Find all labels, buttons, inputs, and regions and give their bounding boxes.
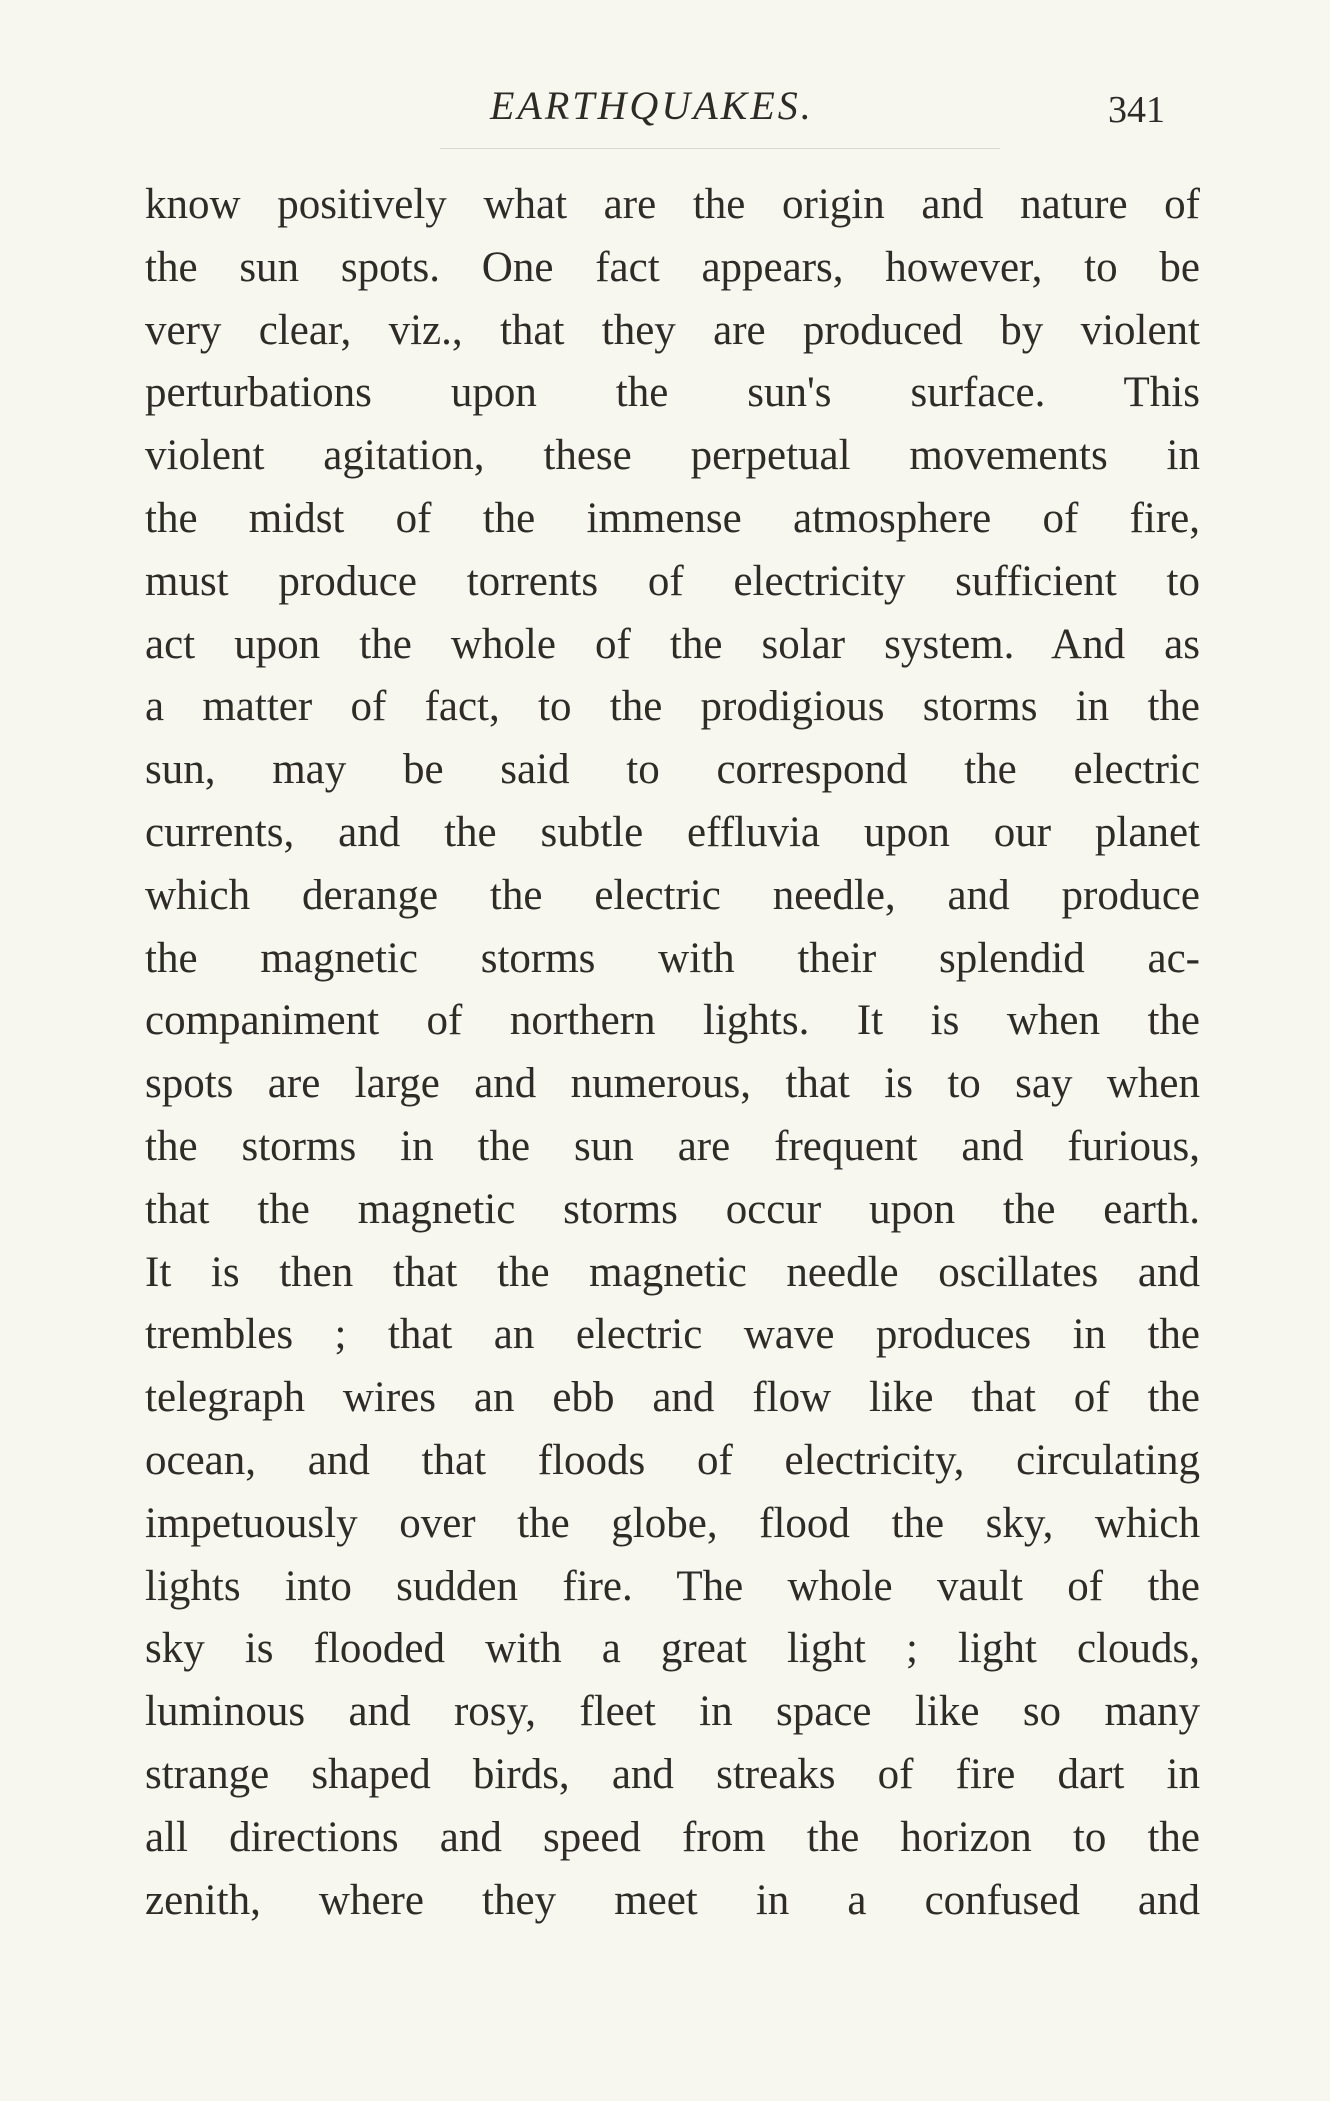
text-line: currents, and the subtle effluvia upon our planet (145, 808, 1200, 856)
text-line: which derange the electric needle, and produce (145, 871, 1200, 919)
text-line: ocean, and that floods of electricity, circulating (145, 1436, 1200, 1484)
text-line: a matter of fact, to the prodigious storms in the (145, 683, 1200, 731)
text-line: sky is flooded with a great light ; light clouds, (145, 1625, 1200, 1673)
text-line: the storms in the sun are frequent and furious, (145, 1122, 1200, 1170)
text-line: telegraph wires an ebb and flow like that of the (145, 1374, 1200, 1422)
text-line: impetuously over the globe, flood the sky, which (145, 1499, 1200, 1547)
text-line: very clear, viz., that they are produced by violent (145, 306, 1200, 354)
text-line: It is then that the magnetic needle oscillates and (145, 1248, 1200, 1296)
text-line: violent agitation, these perpetual movements in (145, 432, 1200, 480)
text-line: know positively what are the origin and nature of (145, 181, 1200, 228)
running-head (0, 82, 1330, 138)
text-line: the midst of the immense atmosphere of fire, (145, 494, 1200, 542)
text-line: act upon the whole of the solar system. And as (145, 620, 1200, 668)
text-line: the sun spots. One fact appears, however, to be (145, 243, 1200, 291)
page-number: 341 (1108, 89, 1165, 131)
text-line: luminous and rosy, fleet in space like so many (145, 1688, 1200, 1736)
running-title: EARTHQUAKES. (490, 83, 814, 128)
text-line: zenith, where they meet in a confused and (145, 1876, 1200, 1924)
header-rule (440, 148, 1000, 149)
body-text (145, 174, 1200, 1932)
text-line: perturbations upon the sun's surface. This (145, 369, 1200, 417)
text-line: the magnetic storms with their splendid ac- (145, 934, 1200, 982)
text-line: must produce torrents of electricity sufficient to (145, 557, 1200, 605)
text-line: companiment of northern lights. It is when the (145, 997, 1200, 1045)
text-line: spots are large and numerous, that is to say when (145, 1060, 1200, 1108)
text-line: trembles ; that an electric wave produces in the (145, 1311, 1200, 1359)
text-line: sun, may be said to correspond the electric (145, 746, 1200, 794)
text-line: strange shaped birds, and streaks of fire dart in (145, 1750, 1200, 1798)
text-line: that the magnetic storms occur upon the earth. (145, 1185, 1200, 1233)
text-line: all directions and speed from the horizon to the (145, 1813, 1200, 1861)
text-line: lights into sudden fire. The whole vault of the (145, 1562, 1200, 1610)
